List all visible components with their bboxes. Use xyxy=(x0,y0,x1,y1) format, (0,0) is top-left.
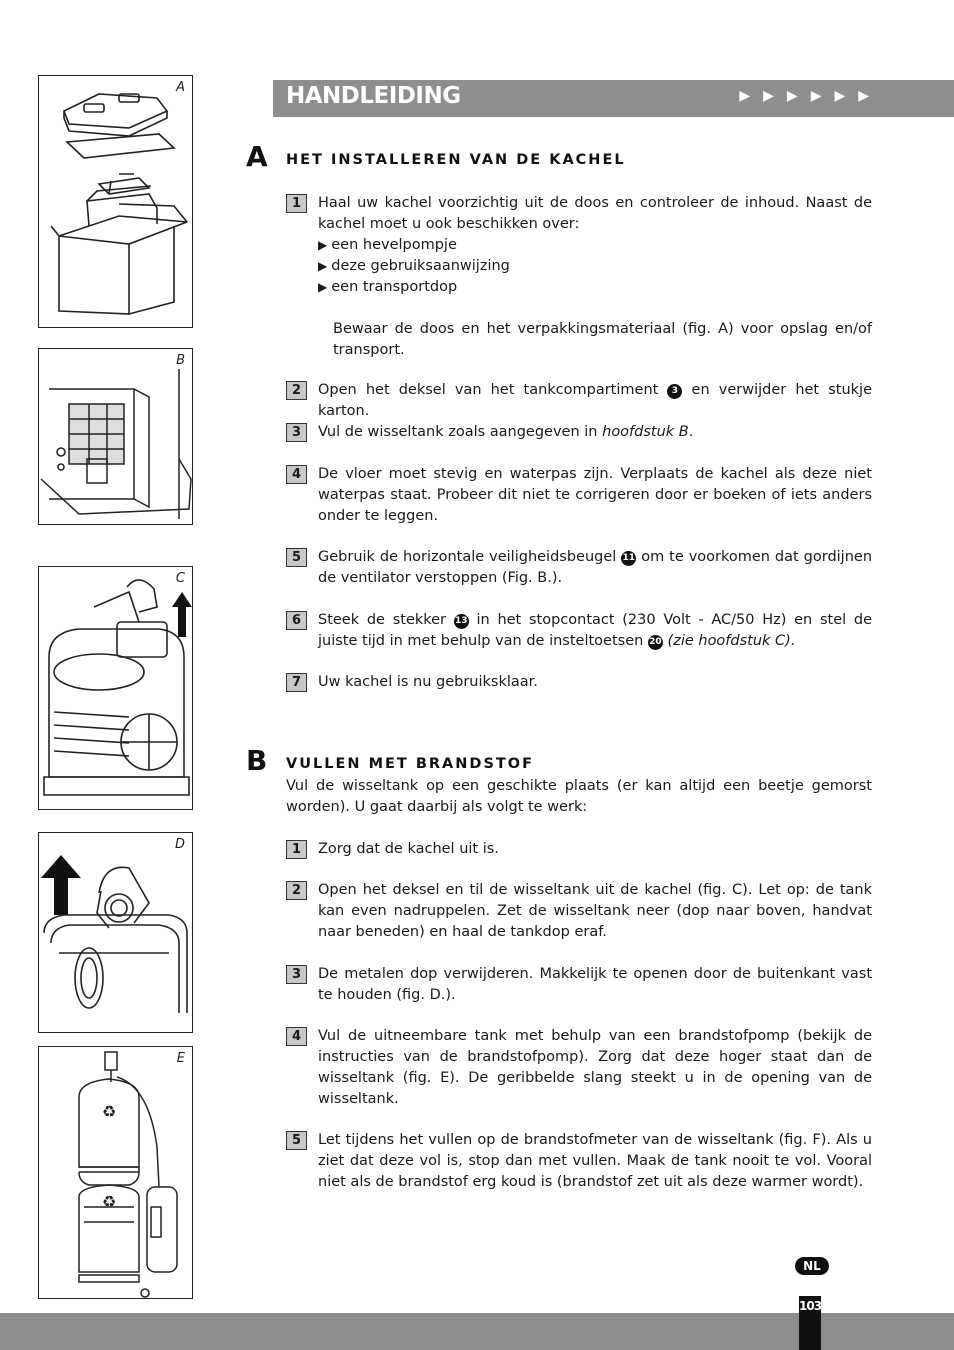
figure-b xyxy=(38,348,193,525)
section-b-step xyxy=(286,964,872,1006)
step-number: 2 xyxy=(286,381,307,400)
step-text: De metalen dop verwijderen. Makkelijk te openen door de buitenkant vast te houden (fig. D.). xyxy=(318,966,872,1003)
figure-label: E xyxy=(176,1051,185,1066)
figure-label: C xyxy=(175,571,185,586)
section-b-step xyxy=(286,1130,872,1193)
bullet-item: ▶ deze gebruiksaanwijzing xyxy=(318,258,510,274)
step-text: Uw kachel is nu gebruiksklaar. xyxy=(318,674,538,690)
figure-a-illustration xyxy=(39,76,194,329)
step-text: De vloer moet stevig en waterpas zijn. Verplaats de kachel als deze niet waterpas staat. Probeer dit niet te corrigeren door er boeken of iets anders onder te leggen. xyxy=(318,466,872,524)
step-text: Let tijdens het vullen op de brandstofmeter van de wisseltank (fig. F). Als u ziet dat deze vol is, stop dan met vullen. Maak de tank nooit te vol. Vooral niet als de brandstof erg koud is (brandstof zet uit als deze warmer wordt). xyxy=(318,1132,872,1190)
bullet-arrow-icon: ▶ xyxy=(318,280,328,294)
step-number: 5 xyxy=(286,548,307,567)
section-b-step xyxy=(286,880,872,943)
section-b-title: VULLEN MET BRANDSTOF xyxy=(286,756,535,772)
section-b-step xyxy=(286,839,872,860)
step-text: Open het deksel van het tankcompartiment 3 en verwijder het stukje karton. xyxy=(318,382,872,419)
svg-text:♻: ♻ xyxy=(101,1192,117,1211)
section-b-intro: Vul de wisseltank op een geschikte plaats (er kan altijd een beetje gemorst worden). U gaat daarbij als volgt te werk: xyxy=(286,778,872,815)
section-b-step xyxy=(286,1026,872,1110)
bullet-item: ▶ een hevelpompje xyxy=(318,237,457,253)
section-a-step xyxy=(286,610,872,652)
step-text: Haal uw kachel voorzichtig uit de doos en controleer de inhoud. Naast de kachel moet u ook beschikken over: xyxy=(318,195,872,232)
section-a-step xyxy=(286,193,872,361)
section-a-step xyxy=(286,547,872,589)
svg-text:♻: ♻ xyxy=(101,1102,117,1121)
figure-label: A xyxy=(176,80,185,95)
page-title: HANDLEIDING xyxy=(286,83,461,109)
step-text: Vul de wisseltank zoals aangegeven in hoofdstuk B. xyxy=(318,424,694,440)
step-text: Gebruik de horizontale veiligheidsbeugel 11 om te voorkomen dat gordijnen de ventilator verstoppen (Fig. B.). xyxy=(318,549,873,586)
step-number: 7 xyxy=(286,673,307,692)
figure-c-illustration xyxy=(39,567,194,811)
reference-number-icon: 3 xyxy=(667,384,682,399)
reference-number-icon: 20 xyxy=(648,635,663,650)
figure-e-illustration xyxy=(39,1047,194,1300)
step-number: 3 xyxy=(286,965,307,984)
figure-d-illustration xyxy=(39,833,194,1034)
step-text: Steek de stekker 13 in het stopcontact (230 Volt - AC/50 Hz) en stel de juiste tijd in met behulp van de insteltoetsen 20 (zie hoofdstuk C). xyxy=(318,612,873,649)
step-text: Open het deksel en til de wisseltank uit de kachel (fig. C). Let op: de tank kan even nadruppelen. Zet de wisseltank neer (dop naar boven, handvat naar beneden) en haal de tankdop eraf. xyxy=(318,882,872,940)
figure-label: D xyxy=(174,837,185,852)
bullet-arrow-icon: ▶ xyxy=(318,259,328,273)
figure-d xyxy=(38,832,193,1033)
step-number: 6 xyxy=(286,611,307,630)
step-number: 4 xyxy=(286,1027,307,1046)
header-arrows: ▶▶▶▶▶▶ xyxy=(739,88,882,104)
reference-number-icon: 13 xyxy=(454,614,469,629)
step-note: Bewaar de doos en het verpakkingsmateriaal (fig. A) voor opslag en/of transport. xyxy=(333,321,872,358)
section-a-step xyxy=(286,464,872,527)
step-number: 5 xyxy=(286,1131,307,1150)
step-number: 1 xyxy=(286,840,307,859)
section-b-letter: B xyxy=(246,744,268,777)
language-badge: NL xyxy=(795,1257,829,1275)
figure-c xyxy=(38,566,193,810)
bullet-item: ▶ een transportdop xyxy=(318,279,458,295)
section-a-step xyxy=(286,672,872,693)
step-number: 4 xyxy=(286,465,307,484)
figure-b-illustration xyxy=(39,349,194,526)
page-number: 103 xyxy=(799,1296,821,1350)
step-number: 3 xyxy=(286,423,307,442)
reference-number-icon: 11 xyxy=(621,551,636,566)
step-text: Zorg dat de kachel uit is. xyxy=(318,841,499,857)
figure-e xyxy=(38,1046,193,1299)
section-a-letter: A xyxy=(246,140,268,173)
bullet-arrow-icon: ▶ xyxy=(318,238,328,252)
step-number: 1 xyxy=(286,194,307,213)
section-a-title: HET INSTALLEREN VAN DE KACHEL xyxy=(286,152,626,168)
header-bar xyxy=(273,80,954,117)
section-a-step xyxy=(286,422,872,443)
step-number: 2 xyxy=(286,881,307,900)
section-a-step xyxy=(286,380,872,422)
figure-a xyxy=(38,75,193,328)
figure-label: B xyxy=(176,353,185,368)
step-text: Vul de uitneembare tank met behulp van een brandstofpomp (bekijk de instructies van de brandstofpomp). Zorg dat deze hoger staat dan de wisseltank (fig. E). De geribbelde slang steekt u in de opening van de wisseltank. xyxy=(318,1028,872,1107)
